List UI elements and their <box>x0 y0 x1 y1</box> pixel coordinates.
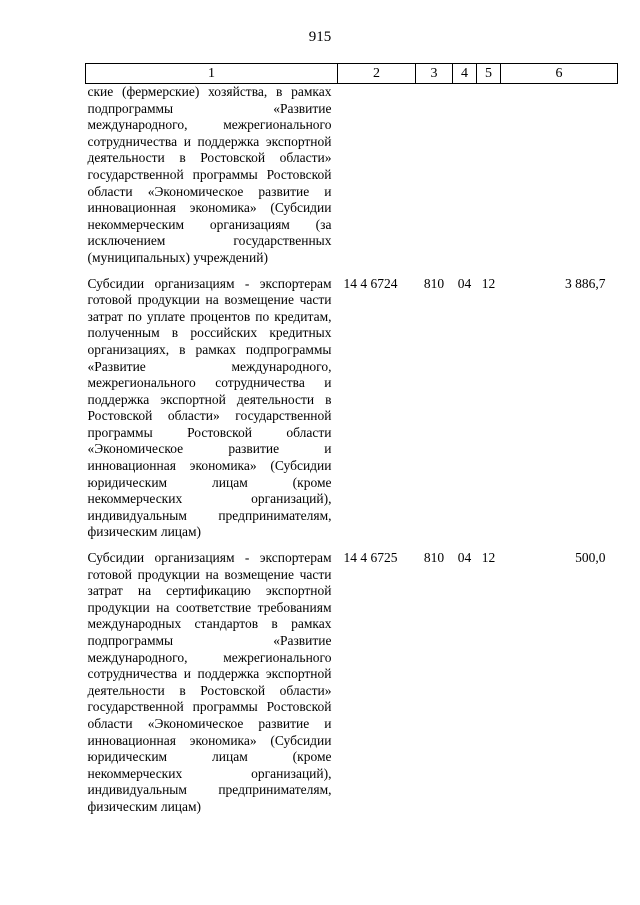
table-row <box>86 550 618 825</box>
row-description: ские (фермерские) хозяйства, в рамках подпрограммы «Развитие международного, межрегионального сотрудничества и поддержка экспортной деятельности в Ростовской области» государственной программы Ростовской области «Экономическое развитие и инновационная экономика» (Субсидии некоммерческим организациям (за исключением государственных (муниципальных) учреждений) <box>87 84 332 265</box>
header-col-2: 2 <box>338 64 416 84</box>
row-target-code <box>338 84 416 276</box>
row-target-code: 14 4 6725 <box>343 550 398 566</box>
row-subsection <box>477 84 501 276</box>
row-section: 04 <box>457 550 472 566</box>
row-section <box>453 84 477 276</box>
row-amount: 3 886,7 <box>565 275 606 291</box>
budget-table <box>85 63 618 825</box>
row-expense-type: 810 <box>423 275 445 291</box>
row-target-code: 14 4 6724 <box>343 275 398 291</box>
row-expense-type: 810 <box>423 550 445 566</box>
row-subsection: 12 <box>481 275 496 291</box>
row-description: Субсидии организациям - экспортерам готовой продукции на возмещение части затрат на сертификацию экспортной продукции на соответствие требованиям международных стандартов в рамках подпрограммы «Развитие международного, межрегионального сотрудничества и поддержка экспортной деятельности в Ростовской области» государственной программы Ростовской области «Экономическое развитие и инновационная экономика» (Субсидии юридическим лицам (кроме некоммерческих организаций), индивидуальным предпринимателям, физическим лицам) <box>87 550 332 814</box>
header-col-6: 6 <box>501 64 618 84</box>
header-col-5: 5 <box>477 64 501 84</box>
header-col-1: 1 <box>86 64 338 84</box>
row-amount <box>501 84 618 276</box>
table-row <box>86 84 618 276</box>
header-col-4: 4 <box>453 64 477 84</box>
row-amount: 500,0 <box>575 550 606 566</box>
row-section: 04 <box>457 275 472 291</box>
table-row <box>86 276 618 551</box>
table-header-row <box>86 64 618 84</box>
row-description: Субсидии организациям - экспортерам готовой продукции на возмещение части затрат по уплате процентов по кредитам, полученным в российских кредитных организациях, в рамках подпрограммы «Развитие международного, межрегионального сотрудничества и поддержка экспортной деятельности в Ростовской области» государственной программы Ростовской области «Экономическое развитие и инновационная экономика» (Субсидии юридическим лицам (кроме некоммерческих организаций), индивидуальным предпринимателям, физическим лицам) <box>87 275 332 540</box>
row-subsection: 12 <box>481 550 496 566</box>
row-expense-type <box>416 84 453 276</box>
header-col-3: 3 <box>416 64 453 84</box>
page-number: 915 <box>308 29 332 45</box>
